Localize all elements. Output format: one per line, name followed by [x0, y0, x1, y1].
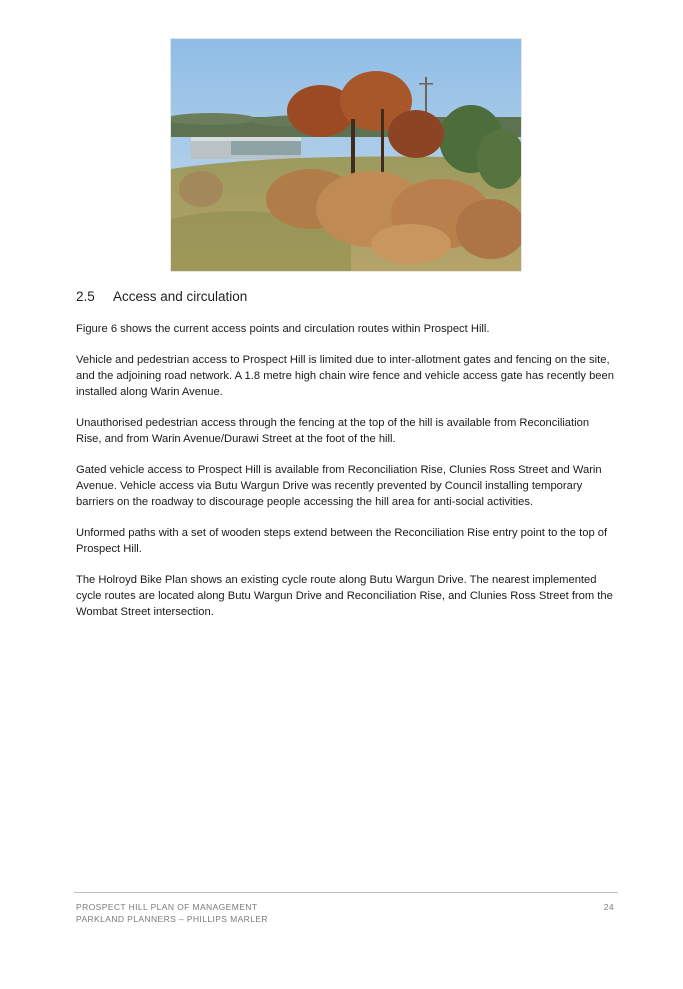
section-heading: [76, 289, 247, 304]
paragraph: Vehicle and pedestrian access to Prospect Hill is limited due to inter-allotment gates and fencing on the site, and the adjoining road network. A 1.8 metre high chain wire fence and vehicle access gate has recently been installed along Warin Avenue.: [76, 354, 614, 398]
footer-document-title: PROSPECT HILL PLAN OF MANAGEMENT: [76, 902, 258, 912]
footer-author: PARKLAND PLANNERS – PHILLIPS MARLER: [76, 914, 268, 924]
paragraph: Gated vehicle access to Prospect Hill is available from Reconciliation Rise, Clunies Ross Street and Warin Avenue. Vehicle access via Butu Wargun Drive was recently prevented by Council installing temporary barriers on the roadway to discourage people accessing the hill area for anti-social activities.: [76, 464, 602, 508]
section-title: Access and circulation: [113, 289, 248, 304]
section-number: 2.5: [76, 289, 95, 304]
page-number: 24: [603, 902, 614, 912]
page-footer: [76, 901, 616, 925]
footer-divider: [74, 892, 618, 893]
paragraph: The Holroyd Bike Plan shows an existing cycle route along Butu Wargun Drive. The nearest implemented cycle routes are located along Butu Wargun Drive and Reconciliation Rise, and Clunies Ross Street from the Wombat Street intersection.: [76, 574, 613, 618]
hillside-photo-illustration: [171, 39, 522, 272]
figure-photo: [170, 38, 522, 272]
paragraph: Unformed paths with a set of wooden steps extend between the Reconciliation Rise entry point to the top of Prospect Hill.: [76, 527, 608, 555]
body-text: [76, 321, 616, 635]
paragraph: Unauthorised pedestrian access through the fencing at the top of the hill is available from Reconciliation Rise, and from Warin Avenue/Durawi Street at the foot of the hill.: [76, 417, 590, 445]
paragraph: Figure 6 shows the current access points and circulation routes within Prospect Hill.: [76, 323, 490, 335]
